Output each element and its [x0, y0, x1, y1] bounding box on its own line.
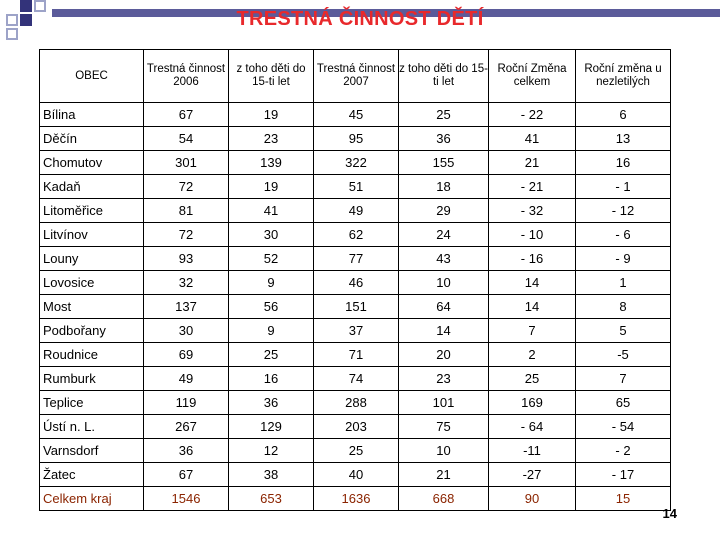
value-cell: -11	[489, 439, 576, 463]
value-cell: 30	[144, 319, 229, 343]
value-cell: 71	[314, 343, 399, 367]
municipality-cell: Varnsdorf	[40, 439, 144, 463]
table-row	[40, 319, 671, 343]
value-cell: 267	[144, 415, 229, 439]
value-cell: 23	[229, 127, 314, 151]
value-cell: 43	[399, 247, 489, 271]
municipality-cell: Most	[40, 295, 144, 319]
value-cell: 36	[144, 439, 229, 463]
value-cell: 2	[489, 343, 576, 367]
value-cell: 51	[314, 175, 399, 199]
table-row	[40, 367, 671, 391]
value-cell: 23	[399, 367, 489, 391]
value-cell: 32	[144, 271, 229, 295]
value-cell: 10	[399, 439, 489, 463]
value-cell: 6	[576, 103, 671, 127]
table-row	[40, 463, 671, 487]
value-cell: 151	[314, 295, 399, 319]
municipality-cell: Litvínov	[40, 223, 144, 247]
municipality-cell: Bílina	[40, 103, 144, 127]
value-cell: 25	[229, 343, 314, 367]
value-cell: 36	[229, 391, 314, 415]
value-cell: 9	[229, 271, 314, 295]
table-row	[40, 295, 671, 319]
value-cell: 52	[229, 247, 314, 271]
value-cell: 101	[399, 391, 489, 415]
municipality-cell: Kadaň	[40, 175, 144, 199]
column-header: Roční změna u nezletilých	[576, 50, 671, 103]
value-cell: 5	[576, 319, 671, 343]
value-cell: 41	[489, 127, 576, 151]
table-row	[40, 223, 671, 247]
value-cell: 29	[399, 199, 489, 223]
municipality-cell: Lovosice	[40, 271, 144, 295]
value-cell: - 9	[576, 247, 671, 271]
table-row	[40, 391, 671, 415]
value-cell: 137	[144, 295, 229, 319]
value-cell: 15	[576, 487, 671, 511]
column-header: Trestná činnost 2006	[144, 50, 229, 103]
table-header-row	[40, 50, 671, 103]
column-header: OBEC	[40, 50, 144, 103]
value-cell: 668	[399, 487, 489, 511]
value-cell: 67	[144, 463, 229, 487]
value-cell: 69	[144, 343, 229, 367]
value-cell: 37	[314, 319, 399, 343]
value-cell: - 16	[489, 247, 576, 271]
value-cell: 77	[314, 247, 399, 271]
municipality-cell: Podbořany	[40, 319, 144, 343]
value-cell: 95	[314, 127, 399, 151]
value-cell: 14	[489, 295, 576, 319]
value-cell: 25	[399, 103, 489, 127]
value-cell: 72	[144, 223, 229, 247]
value-cell: 46	[314, 271, 399, 295]
value-cell: 1	[576, 271, 671, 295]
value-cell: 56	[229, 295, 314, 319]
value-cell: -5	[576, 343, 671, 367]
value-cell: 12	[229, 439, 314, 463]
value-cell: - 1	[576, 175, 671, 199]
municipality-cell: Žatec	[40, 463, 144, 487]
table-row	[40, 415, 671, 439]
value-cell: - 22	[489, 103, 576, 127]
value-cell: - 32	[489, 199, 576, 223]
value-cell: 64	[399, 295, 489, 319]
value-cell: 25	[489, 367, 576, 391]
value-cell: 8	[576, 295, 671, 319]
municipality-cell: Litoměřice	[40, 199, 144, 223]
value-cell: 36	[399, 127, 489, 151]
value-cell: 49	[144, 367, 229, 391]
value-cell: 7	[489, 319, 576, 343]
value-cell: - 17	[576, 463, 671, 487]
value-cell: 7	[576, 367, 671, 391]
value-cell: - 10	[489, 223, 576, 247]
table-row	[40, 343, 671, 367]
value-cell: - 21	[489, 175, 576, 199]
table-row	[40, 199, 671, 223]
value-cell: 40	[314, 463, 399, 487]
value-cell: 19	[229, 175, 314, 199]
municipality-cell: Chomutov	[40, 151, 144, 175]
value-cell: 65	[576, 391, 671, 415]
value-cell: 16	[229, 367, 314, 391]
value-cell: 301	[144, 151, 229, 175]
municipality-cell: Teplice	[40, 391, 144, 415]
value-cell: 20	[399, 343, 489, 367]
value-cell: 119	[144, 391, 229, 415]
value-cell: 203	[314, 415, 399, 439]
municipality-cell: Roudnice	[40, 343, 144, 367]
value-cell: - 64	[489, 415, 576, 439]
value-cell: 155	[399, 151, 489, 175]
value-cell: 45	[314, 103, 399, 127]
total-row	[40, 487, 671, 511]
municipality-cell: Rumburk	[40, 367, 144, 391]
value-cell: - 54	[576, 415, 671, 439]
value-cell: 1546	[144, 487, 229, 511]
table-row	[40, 439, 671, 463]
value-cell: 75	[399, 415, 489, 439]
column-header: z toho děti do 15-ti let	[229, 50, 314, 103]
value-cell: 41	[229, 199, 314, 223]
value-cell: 21	[489, 151, 576, 175]
value-cell: 129	[229, 415, 314, 439]
value-cell: 90	[489, 487, 576, 511]
value-cell: 30	[229, 223, 314, 247]
table-row	[40, 271, 671, 295]
value-cell: - 6	[576, 223, 671, 247]
value-cell: 74	[314, 367, 399, 391]
value-cell: -27	[489, 463, 576, 487]
table-row	[40, 175, 671, 199]
value-cell: 322	[314, 151, 399, 175]
value-cell: 1636	[314, 487, 399, 511]
value-cell: 24	[399, 223, 489, 247]
column-header: Trestná činnost 2007	[314, 50, 399, 103]
value-cell: 169	[489, 391, 576, 415]
municipality-cell: Ústí n. L.	[40, 415, 144, 439]
municipality-cell: Louny	[40, 247, 144, 271]
table-row	[40, 103, 671, 127]
table-row	[40, 151, 671, 175]
value-cell: 653	[229, 487, 314, 511]
value-cell: 18	[399, 175, 489, 199]
value-cell: 38	[229, 463, 314, 487]
value-cell: 14	[489, 271, 576, 295]
value-cell: 139	[229, 151, 314, 175]
table-row	[40, 247, 671, 271]
value-cell: 81	[144, 199, 229, 223]
page-number: 14	[662, 506, 677, 521]
table-row	[40, 127, 671, 151]
value-cell: 10	[399, 271, 489, 295]
value-cell: 9	[229, 319, 314, 343]
value-cell: 21	[399, 463, 489, 487]
municipality-cell: Celkem kraj	[40, 487, 144, 511]
value-cell: 49	[314, 199, 399, 223]
value-cell: 16	[576, 151, 671, 175]
value-cell: 19	[229, 103, 314, 127]
value-cell: 13	[576, 127, 671, 151]
crime-table	[39, 49, 671, 511]
value-cell: 54	[144, 127, 229, 151]
column-header: z toho děti do 15-ti let	[399, 50, 489, 103]
value-cell: 14	[399, 319, 489, 343]
value-cell: 288	[314, 391, 399, 415]
municipality-cell: Děčín	[40, 127, 144, 151]
slide-title: TRESTNÁ ČINNOST DĚTÍ	[236, 8, 484, 30]
value-cell: 72	[144, 175, 229, 199]
value-cell: - 12	[576, 199, 671, 223]
value-cell: 93	[144, 247, 229, 271]
value-cell: 62	[314, 223, 399, 247]
column-header: Roční Změna celkem	[489, 50, 576, 103]
value-cell: 25	[314, 439, 399, 463]
value-cell: - 2	[576, 439, 671, 463]
value-cell: 67	[144, 103, 229, 127]
